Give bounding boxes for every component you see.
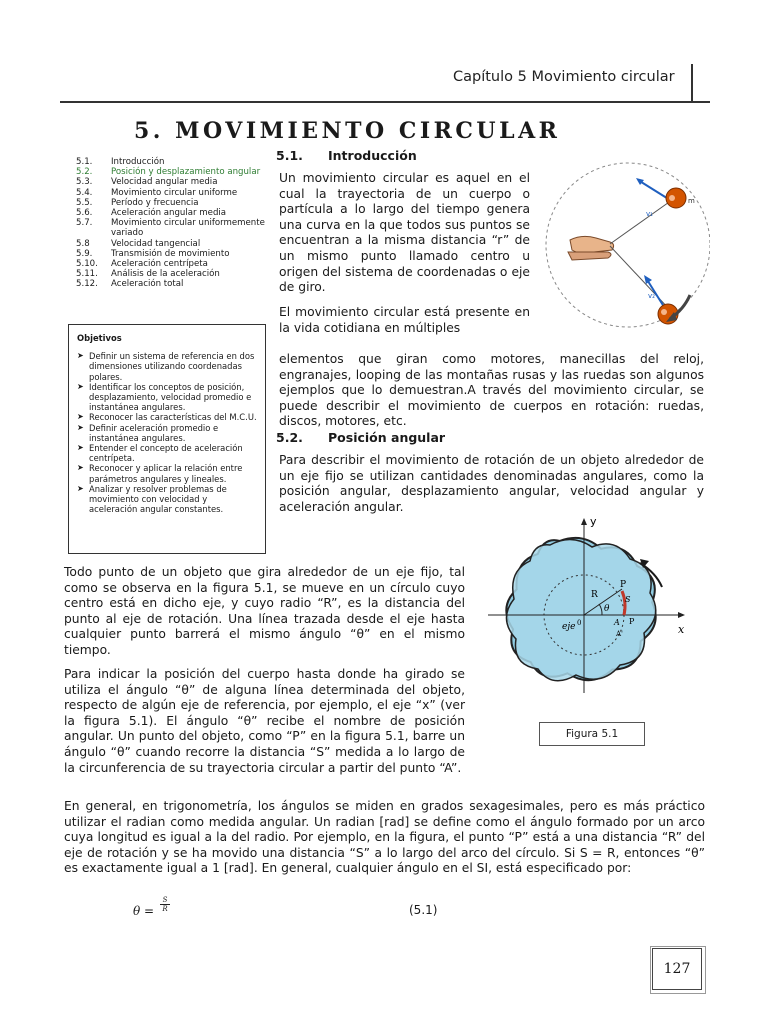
page-number: 127 — [663, 961, 691, 977]
label-m: m — [688, 197, 695, 205]
toc-item[interactable] — [76, 259, 266, 269]
figure-caption: Figura 5.1 — [539, 722, 645, 746]
objective-item: ➤ Identificar los conceptos de posición, desplazamiento, velocidad promedio e instantánea angulares. — [77, 382, 257, 413]
equation-denominator: R — [160, 904, 170, 913]
toc-item-number: 5.7. — [76, 218, 93, 229]
label-a: A — [614, 618, 620, 627]
label-x: x — [678, 623, 685, 636]
toc-item-label: Movimiento circular uniforme — [111, 187, 238, 198]
toc-item-number: 5.1. — [76, 157, 93, 167]
toc-item-number: 5.4. — [76, 187, 93, 198]
toc-item-number: 5.9. — [76, 248, 93, 259]
equation-lhs: θ = — [133, 904, 155, 918]
toc-item[interactable] — [76, 177, 266, 187]
ball-top-highlight — [669, 195, 675, 201]
objective-item: ➤ Analizar y resolver problemas de movimiento con velocidad y aceleración angular constantes. — [77, 484, 257, 515]
toc-item[interactable] — [76, 198, 266, 208]
label-p: P — [620, 580, 627, 590]
section-title: Posición angular — [328, 430, 446, 445]
header-rule — [60, 101, 710, 103]
toc-item-label: Introducción — [111, 157, 165, 167]
toc-item[interactable] — [76, 188, 266, 198]
angular-position-paragraph-1: Para describir el movimiento de rotación de un objeto alrededor de un eje fijo se utilizan cantidades denominadas angulares, como la posición angular, desplazamiento angular, velocidad angular y aceleración angular. — [279, 453, 704, 514]
toc-item-label: Aceleración centrípeta — [111, 259, 208, 270]
y-axis-arrowhead — [581, 518, 587, 525]
toc-item-number: 5.6. — [76, 208, 93, 219]
objectives-box — [68, 324, 266, 554]
angular-position-paragraph-2: Todo punto de un objeto que gira alrededor de un eje fijo, tal como se observa en la figura 5.1, se mueve en un círculo cuyo centro está en dicho eje, y cuyo radio “R”, es la distancia del punto al eje de rotación. Una línea trazada desde el eje hasta cualquier punto barrerá el mismo ángulo “θ” en el mismo tiempo. — [64, 565, 465, 657]
toc-item-label: Aceleración angular media — [111, 208, 227, 219]
x-axis-arrowhead — [678, 612, 685, 618]
toc-item[interactable] — [76, 269, 266, 279]
toc-item-number: 5.12. — [76, 279, 98, 290]
toc-item-label: Transmisión de movimiento — [111, 248, 230, 259]
toc-item-label: Posición y desplazamiento angular — [111, 167, 261, 178]
label-r: R — [591, 590, 598, 600]
velocity-arrow-1 — [638, 180, 670, 200]
intro-paragraph-2b: elementos que giran como motores, manecillas del reloj, engranajes, looping de las montañas rusas y las ruedas son algunos ejemplos que lo demuestran.A través del movimiento circular, se puede describir el movimiento de cuerpos en rotación: ruedas, discos, motores, etc. — [279, 352, 704, 429]
chapter-title: 5. MOVIMIENTO CIRCULAR — [134, 118, 561, 144]
table-of-contents — [76, 157, 266, 290]
toc-item-label: Movimiento circular uniformemente variado — [111, 218, 265, 239]
toc-item-number: 5.10. — [76, 259, 98, 270]
toc-item-label: Velocidad tangencial — [111, 238, 201, 249]
angular-position-paragraph-3: Para indicar la posición del cuerpo hasta donde ha girado se utiliza el ángulo “θ” de alguna línea determinada del objeto, respecto de algún eje de referencia, por ejemplo, el eje “x” (ver la figura 5.1). El ángulo “θ” recibe el nombre de posición angular. Un punto del objeto, como “P” en la figura 5.1, barre un ángulo “θ” cuando recorre la distancia “S” medida a lo largo de la circunferencia de su trayectoria circular a partir del punto “A”. — [64, 667, 465, 775]
toc-item-number: 5.2. — [76, 167, 93, 178]
toc-item[interactable] — [76, 279, 266, 289]
label-origin: 0 — [577, 619, 582, 627]
section-number: 5.2. — [276, 430, 303, 445]
section-number: 5.1. — [276, 148, 303, 163]
string-top — [610, 200, 672, 244]
ball-bottom-highlight — [661, 309, 667, 315]
toc-item-label: Velocidad angular media — [111, 177, 218, 188]
label-a-prime: A' — [616, 630, 623, 638]
intro-paragraph-2a: El movimiento circular está presente en la vida cotidiana en múltiples — [279, 305, 530, 335]
chapter-header: Capítulo 5 Movimiento circular — [453, 69, 675, 85]
objective-item: ➤ Reconocer y aplicar la relación entre parámetros angulares y lineales. — [77, 463, 257, 483]
toc-item-number: 5.8 — [76, 238, 90, 249]
toc-item-number: 5.11. — [76, 269, 98, 280]
equation-fraction — [160, 896, 170, 913]
intro-paragraph-1: Un movimiento circular es aquel en el cual la trayectoria de un cuerpo o partícula a lo largo del tiempo genera una curva en la que todos sus puntos se encuentran a la misma distancia “r” de un mismo punto llamado centro u origen del sistema de coordenadas o eje de giro. — [279, 171, 530, 295]
equation-numerator: S — [162, 896, 168, 904]
objectives-heading: Objetivos — [77, 333, 122, 343]
label-p-prime: P — [629, 617, 635, 626]
rotating-ball-illustration — [540, 160, 710, 330]
toc-item[interactable] — [76, 157, 266, 167]
toc-item-label: Aceleración total — [111, 279, 184, 290]
velocity-arrowhead-2 — [644, 275, 652, 284]
equation-label: (5.1) — [409, 903, 438, 917]
header-vertical-rule — [691, 64, 693, 102]
label-v1: v₁ — [646, 210, 653, 218]
toc-item-label: Período y frecuencia — [111, 197, 199, 208]
toc-item-label: Análisis de la aceleración — [111, 269, 220, 280]
objective-item: ➤ Definir aceleración promedio e instantánea angulares. — [77, 423, 257, 443]
toc-item[interactable] — [76, 218, 266, 238]
label-y: y — [590, 515, 597, 528]
objective-item: ➤ Entender el concepto de aceleración centrípeta. — [77, 443, 257, 463]
angular-position-paragraph-4: En general, en trigonometría, los ángulos se miden en grados sexagesimales, pero es más práctico utilizar el radian como medida angular. Un radian [rad] se define como el ángulo formado por un arco cuya longitud es igual a la del radio. Por ejemplo, en la figura, el punto “P” está a una distancia “R” del eje de rotación y se ha movido una distancia “S” a lo largo del arco del círculo. Si S = R, entonces “θ” es exactamente igual a 1 [rad]. En general, cualquier ángulo en el SI, está especificado por: — [64, 799, 705, 876]
toc-item-number: 5.3. — [76, 177, 93, 188]
label-s: S — [625, 595, 631, 604]
page-number-box — [652, 948, 702, 990]
toc-item[interactable] — [76, 208, 266, 218]
section-title: Introducción — [328, 148, 417, 163]
toc-item[interactable] — [76, 167, 266, 177]
objective-item: ➤ Definir un sistema de referencia en dos dimensiones utilizando coordenadas polares. — [77, 351, 257, 382]
label-eje: eje — [562, 622, 576, 632]
toc-item[interactable] — [76, 249, 266, 259]
objectives-list — [77, 351, 257, 514]
hand-lower — [568, 252, 611, 260]
label-theta: θ — [604, 604, 610, 614]
toc-item-number: 5.5. — [76, 197, 93, 208]
objective-item: ➤ Reconocer las características del M.C.U. — [77, 412, 257, 422]
label-v2: v₂ — [648, 292, 655, 300]
hand-illustration — [570, 236, 614, 253]
toc-item[interactable] — [76, 239, 266, 249]
section-heading-5-1 — [276, 148, 417, 163]
section-heading-5-2 — [276, 430, 445, 445]
figure-5-1 — [480, 515, 695, 700]
